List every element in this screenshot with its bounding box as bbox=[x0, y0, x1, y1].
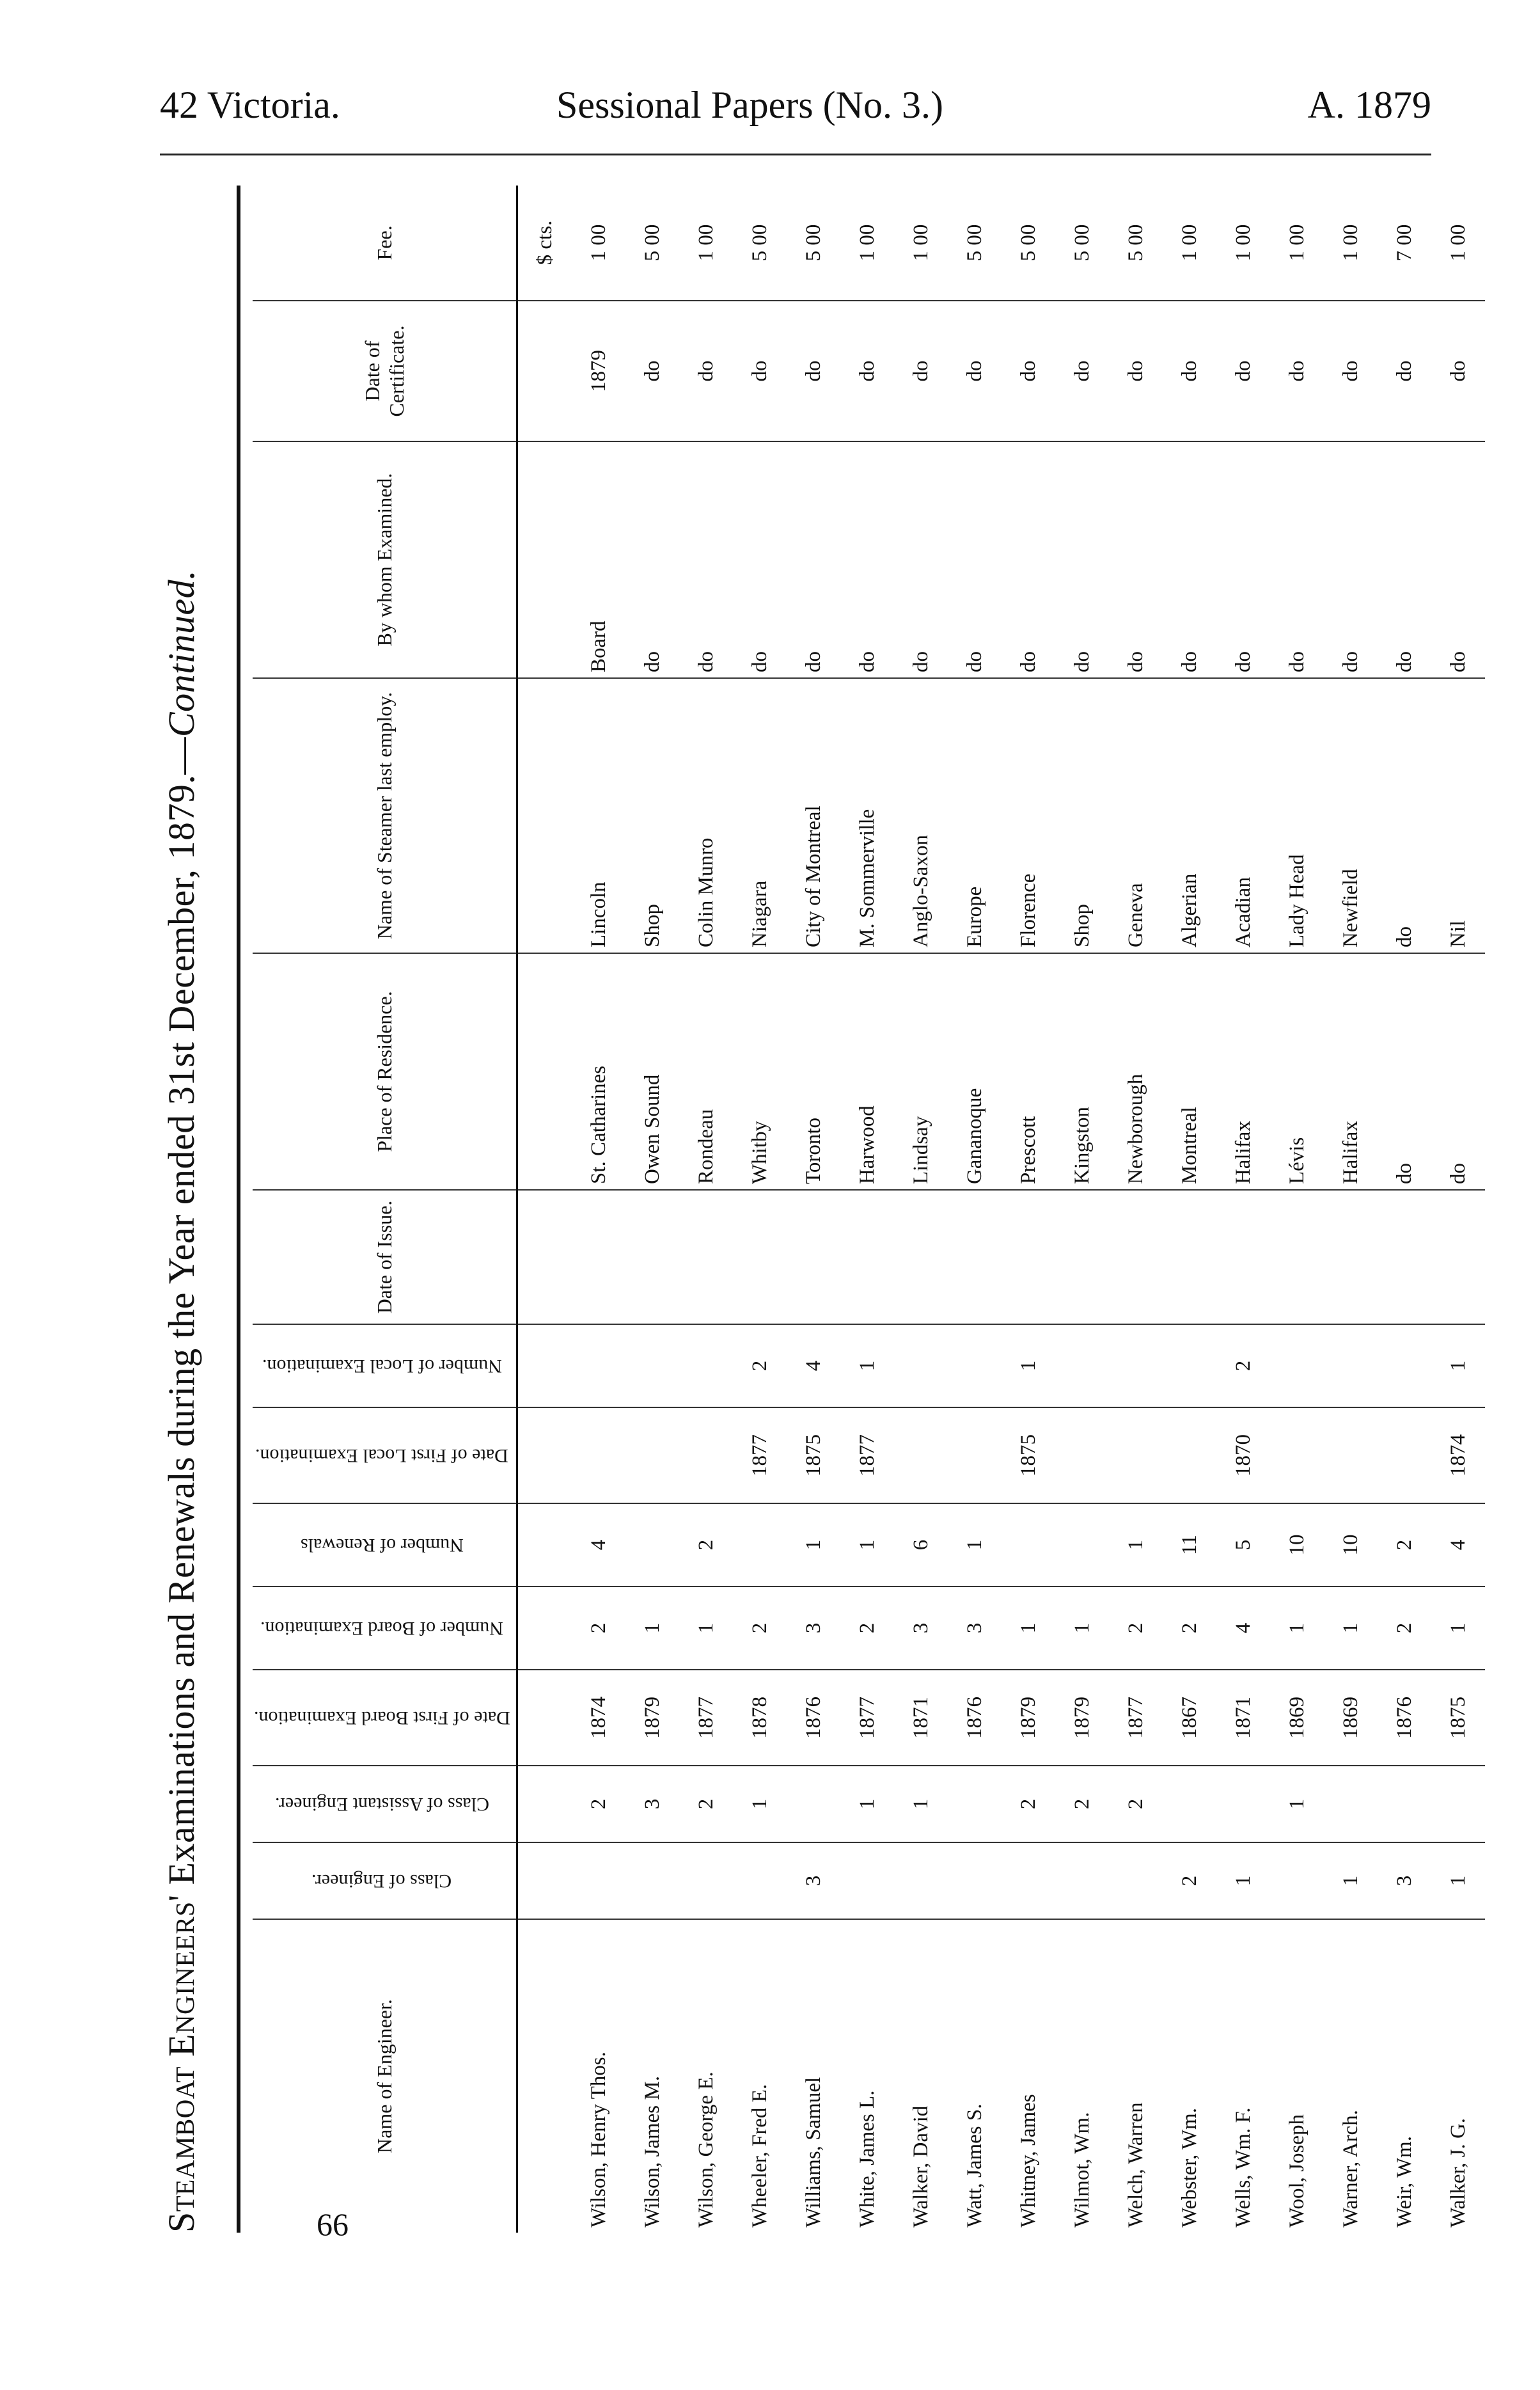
cell-asst-class: 3 bbox=[625, 1766, 679, 1842]
cell-class bbox=[894, 1842, 948, 1919]
cell-residence: Montreal bbox=[1163, 953, 1216, 1190]
cell-name: Whitney, James bbox=[1016, 2094, 1040, 2228]
cell-examiner: do bbox=[840, 441, 894, 678]
col-class-assistant: Class of Assistant Engineer. bbox=[253, 1766, 517, 1842]
cell-board-date: 1879 bbox=[1055, 1670, 1109, 1766]
table-row bbox=[1002, 186, 1055, 2233]
cell-local-number bbox=[948, 1324, 1002, 1407]
cell-class bbox=[1109, 1842, 1163, 1919]
cell-steamer: Lincoln bbox=[572, 678, 625, 953]
cell-issue-date bbox=[948, 1190, 1002, 1324]
cell-residence: Toronto bbox=[787, 953, 840, 1190]
cell-certificate-date: do bbox=[894, 301, 948, 441]
header-papers: Sessional Papers (No. 3.) bbox=[556, 84, 943, 126]
table-row bbox=[1378, 186, 1431, 2233]
cell-asst-class bbox=[787, 1766, 840, 1842]
cell-board-date: 1879 bbox=[1002, 1670, 1055, 1766]
cell-fee: 1 00 bbox=[1270, 186, 1324, 301]
cell-residence: St. Catharines bbox=[572, 953, 625, 1190]
col-number-board: Number of Board Examination. bbox=[253, 1587, 517, 1670]
cell-class: 1 bbox=[1216, 1842, 1270, 1919]
col-fee: Fee. bbox=[253, 186, 517, 301]
cell-class: 3 bbox=[787, 1842, 840, 1919]
cell-local-number bbox=[1109, 1324, 1163, 1407]
cell-name: Williams, Samuel bbox=[801, 2077, 825, 2228]
cell-examiner: do bbox=[894, 441, 948, 678]
cell-examiner: do bbox=[625, 441, 679, 678]
cell-board-number: 1 bbox=[679, 1587, 733, 1670]
cell-local-number: 1 bbox=[840, 1324, 894, 1407]
cell-examiner: do bbox=[1431, 441, 1485, 678]
cell-certificate-date: do bbox=[1163, 301, 1216, 441]
cell-issue-date bbox=[894, 1190, 948, 1324]
cell-asst-class: 2 bbox=[1002, 1766, 1055, 1842]
cell-renewals bbox=[1002, 1503, 1055, 1587]
table-row bbox=[948, 186, 1002, 2233]
cell-residence: do bbox=[1431, 953, 1485, 1190]
cell-renewals: 2 bbox=[679, 1503, 733, 1587]
cell-local-date bbox=[625, 1407, 679, 1503]
cell-examiner: Board bbox=[572, 441, 625, 678]
col-date-first-board: Date of First Board Examination. bbox=[253, 1670, 517, 1766]
cell-residence: Halifax bbox=[1216, 953, 1270, 1190]
cell-examiner: do bbox=[679, 441, 733, 678]
cell-fee: 1 00 bbox=[572, 186, 625, 301]
cell-steamer: Anglo-Saxon bbox=[894, 678, 948, 953]
cell-board-number: 2 bbox=[1109, 1587, 1163, 1670]
col-name-engineer: Name of Engineer. bbox=[253, 1919, 517, 2233]
cell-residence: Rondeau bbox=[679, 953, 733, 1190]
cell-board-date: 1869 bbox=[1270, 1670, 1324, 1766]
cell-renewals: 4 bbox=[1431, 1503, 1485, 1587]
title-rest: Examinations and Renewals during the Year ended 31st December, 1879.— bbox=[161, 737, 202, 1895]
cell-asst-class bbox=[948, 1766, 1002, 1842]
cell-fee: 5 00 bbox=[1002, 186, 1055, 301]
cell-fee: 1 00 bbox=[894, 186, 948, 301]
cell-name: Webster, Wm. bbox=[1177, 2108, 1201, 2228]
cell-fee: 5 00 bbox=[625, 186, 679, 301]
cell-local-date bbox=[1055, 1407, 1109, 1503]
cell-issue-date bbox=[1378, 1190, 1431, 1324]
col-date-certificate: Date of Certificate. bbox=[253, 301, 517, 441]
cell-steamer: M. Sommerville bbox=[840, 678, 894, 953]
cell-name: Wells, Wm. F. bbox=[1231, 2107, 1255, 2228]
cell-issue-date bbox=[1431, 1190, 1485, 1324]
cell-renewals: 1 bbox=[948, 1503, 1002, 1587]
cell-name: Walker, J. G. bbox=[1446, 2117, 1470, 2228]
cell-class bbox=[1002, 1842, 1055, 1919]
cell-renewals: 4 bbox=[572, 1503, 625, 1587]
col-date-first-local: Date of First Local Examination. bbox=[253, 1407, 517, 1503]
cell-asst-class bbox=[1163, 1766, 1216, 1842]
rotated-table-page bbox=[160, 186, 1470, 2233]
cell-fee: 7 00 bbox=[1378, 186, 1431, 301]
cell-local-date: 1877 bbox=[733, 1407, 787, 1503]
col-class-engineer: Class of Engineer. bbox=[253, 1842, 517, 1919]
cell-board-date: 1878 bbox=[733, 1670, 787, 1766]
cell-board-date: 1879 bbox=[625, 1670, 679, 1766]
cell-asst-class: 2 bbox=[1055, 1766, 1109, 1842]
cell-board-number: 2 bbox=[1378, 1587, 1431, 1670]
cell-steamer: Algerian bbox=[1163, 678, 1216, 953]
cell-name: Weir, Wm. bbox=[1392, 2136, 1416, 2228]
cell-local-date: 1875 bbox=[1002, 1407, 1055, 1503]
cell-issue-date bbox=[679, 1190, 733, 1324]
cell-steamer: Geneva bbox=[1109, 678, 1163, 953]
cell-residence: Lévis bbox=[1270, 953, 1324, 1190]
cell-examiner: do bbox=[1109, 441, 1163, 678]
cell-asst-class bbox=[1431, 1766, 1485, 1842]
cell-board-number: 3 bbox=[894, 1587, 948, 1670]
running-header bbox=[160, 83, 1431, 134]
title-lead: Steamboat Engineers' bbox=[161, 1894, 202, 2233]
table-row bbox=[1055, 186, 1109, 2233]
cell-steamer: Florence bbox=[1002, 678, 1055, 953]
cell-steamer: do bbox=[1378, 678, 1431, 953]
cell-board-date: 1877 bbox=[840, 1670, 894, 1766]
cell-local-date bbox=[948, 1407, 1002, 1503]
table-row bbox=[679, 186, 733, 2233]
table-row bbox=[1109, 186, 1163, 2233]
cell-examiner: do bbox=[1055, 441, 1109, 678]
cell-renewals: 6 bbox=[894, 1503, 948, 1587]
cell-examiner: do bbox=[1378, 441, 1431, 678]
cell-name: Walker, David bbox=[909, 2105, 932, 2228]
cell-fee: 1 00 bbox=[1431, 186, 1485, 301]
cell-residence: Whitby bbox=[733, 953, 787, 1190]
cell-local-date bbox=[679, 1407, 733, 1503]
cell-local-number: 1 bbox=[1002, 1324, 1055, 1407]
cell-local-date bbox=[1163, 1407, 1216, 1503]
cell-class bbox=[1270, 1842, 1324, 1919]
cell-board-number: 2 bbox=[733, 1587, 787, 1670]
cell-residence: Owen Sound bbox=[625, 953, 679, 1190]
cell-name: Wilmot, Wm. bbox=[1070, 2112, 1094, 2228]
cell-issue-date bbox=[733, 1190, 787, 1324]
cell-class bbox=[840, 1842, 894, 1919]
cell-residence: do bbox=[1378, 953, 1431, 1190]
cell-issue-date bbox=[1055, 1190, 1109, 1324]
cell-examiner: do bbox=[1270, 441, 1324, 678]
cell-board-number: 1 bbox=[625, 1587, 679, 1670]
cell-board-date: 1871 bbox=[1216, 1670, 1270, 1766]
cell-local-number: 2 bbox=[733, 1324, 787, 1407]
cell-board-date: 1869 bbox=[1324, 1670, 1378, 1766]
cell-steamer: Colin Munro bbox=[679, 678, 733, 953]
cell-class bbox=[948, 1842, 1002, 1919]
cell-fee: 5 00 bbox=[787, 186, 840, 301]
cell-renewals: 1 bbox=[787, 1503, 840, 1587]
cell-steamer: Niagara bbox=[733, 678, 787, 953]
cell-local-number bbox=[894, 1324, 948, 1407]
cell-examiner: do bbox=[948, 441, 1002, 678]
col-place-residence: Place of Residence. bbox=[253, 953, 517, 1190]
cell-local-number bbox=[572, 1324, 625, 1407]
cell-name: Wool, Joseph bbox=[1285, 2114, 1308, 2228]
cell-local-number bbox=[1270, 1324, 1324, 1407]
cell-issue-date bbox=[1216, 1190, 1270, 1324]
cell-examiner: do bbox=[1324, 441, 1378, 678]
cell-class: 2 bbox=[1163, 1842, 1216, 1919]
cell-local-date bbox=[1109, 1407, 1163, 1503]
cell-issue-date bbox=[1163, 1190, 1216, 1324]
cell-local-date: 1874 bbox=[1431, 1407, 1485, 1503]
cell-board-number: 3 bbox=[948, 1587, 1002, 1670]
cell-local-date bbox=[1378, 1407, 1431, 1503]
cell-steamer: Lady Head bbox=[1270, 678, 1324, 953]
cell-board-date: 1874 bbox=[572, 1670, 625, 1766]
cell-residence: Harwood bbox=[840, 953, 894, 1190]
cell-board-date: 1876 bbox=[787, 1670, 840, 1766]
cell-issue-date bbox=[840, 1190, 894, 1324]
cell-asst-class: 1 bbox=[840, 1766, 894, 1842]
cell-issue-date bbox=[572, 1190, 625, 1324]
col-number-renewals: Number of Renewals bbox=[253, 1503, 517, 1587]
cell-residence: Gananoque bbox=[948, 953, 1002, 1190]
cell-fee: 1 00 bbox=[1216, 186, 1270, 301]
cell-certificate-date: do bbox=[1324, 301, 1378, 441]
cell-asst-class: 2 bbox=[679, 1766, 733, 1842]
cell-asst-class: 2 bbox=[1109, 1766, 1163, 1842]
cell-certificate-date: do bbox=[1216, 301, 1270, 441]
cell-local-number bbox=[1163, 1324, 1216, 1407]
header-year: A. 1879 bbox=[1307, 84, 1431, 126]
cell-board-date: 1871 bbox=[894, 1670, 948, 1766]
cell-class: 1 bbox=[1431, 1842, 1485, 1919]
cell-local-date bbox=[1324, 1407, 1378, 1503]
cell-certificate-date: do bbox=[1055, 301, 1109, 441]
cell-certificate-date: 1879 bbox=[572, 301, 625, 441]
cell-renewals: 11 bbox=[1163, 1503, 1216, 1587]
cell-name: Wheeler, Fred E. bbox=[748, 2084, 771, 2228]
cell-renewals: 10 bbox=[1270, 1503, 1324, 1587]
cell-issue-date bbox=[1324, 1190, 1378, 1324]
cell-asst-class bbox=[1378, 1766, 1431, 1842]
cell-board-date: 1875 bbox=[1431, 1670, 1485, 1766]
cell-local-number: 1 bbox=[1431, 1324, 1485, 1407]
cell-renewals: 2 bbox=[1378, 1503, 1431, 1587]
cell-local-date bbox=[1270, 1407, 1324, 1503]
table-row bbox=[625, 186, 679, 2233]
cell-class: 1 bbox=[1324, 1842, 1378, 1919]
cell-fee: 5 00 bbox=[733, 186, 787, 301]
cell-renewals: 1 bbox=[840, 1503, 894, 1587]
cell-class bbox=[1055, 1842, 1109, 1919]
cell-board-number: 1 bbox=[1270, 1587, 1324, 1670]
cell-board-number: 1 bbox=[1002, 1587, 1055, 1670]
cell-board-number: 2 bbox=[1163, 1587, 1216, 1670]
cell-residence: Newborough bbox=[1109, 953, 1163, 1190]
cell-renewals bbox=[1055, 1503, 1109, 1587]
cell-certificate-date: do bbox=[1109, 301, 1163, 441]
cell-asst-class: 1 bbox=[733, 1766, 787, 1842]
cell-board-date: 1877 bbox=[1109, 1670, 1163, 1766]
cell-class bbox=[733, 1842, 787, 1919]
cell-class: 3 bbox=[1378, 1842, 1431, 1919]
cell-steamer: Newfield bbox=[1324, 678, 1378, 953]
table-row bbox=[1163, 186, 1216, 2233]
table-row bbox=[894, 186, 948, 2233]
cell-certificate-date: do bbox=[948, 301, 1002, 441]
table-row bbox=[1431, 186, 1485, 2233]
cell-board-number: 4 bbox=[1216, 1587, 1270, 1670]
cell-examiner: do bbox=[1002, 441, 1055, 678]
cell-certificate-date: do bbox=[1002, 301, 1055, 441]
table-row bbox=[733, 186, 787, 2233]
cell-certificate-date: do bbox=[787, 301, 840, 441]
table-row bbox=[840, 186, 894, 2233]
cell-local-date: 1877 bbox=[840, 1407, 894, 1503]
cell-board-date: 1867 bbox=[1163, 1670, 1216, 1766]
title-continued: Continued. bbox=[161, 569, 202, 738]
cell-residence: Prescott bbox=[1002, 953, 1055, 1190]
cell-name: White, James L. bbox=[855, 2090, 879, 2228]
cell-name: Watt, James S. bbox=[962, 2103, 986, 2228]
cell-steamer: Shop bbox=[1055, 678, 1109, 953]
cell-fee: 1 00 bbox=[1163, 186, 1216, 301]
cell-class bbox=[572, 1842, 625, 1919]
cell-renewals bbox=[733, 1503, 787, 1587]
page-number: 66 bbox=[317, 2206, 349, 2242]
cell-certificate-date: do bbox=[625, 301, 679, 441]
cell-steamer: Acadian bbox=[1216, 678, 1270, 953]
cell-board-date: 1876 bbox=[948, 1670, 1002, 1766]
table-row bbox=[1216, 186, 1270, 2233]
table-row bbox=[787, 186, 840, 2233]
cell-residence: Lindsay bbox=[894, 953, 948, 1190]
cell-local-date: 1870 bbox=[1216, 1407, 1270, 1503]
cell-board-number: 1 bbox=[1324, 1587, 1378, 1670]
cell-renewals: 5 bbox=[1216, 1503, 1270, 1587]
cell-steamer: Europe bbox=[948, 678, 1002, 953]
cell-certificate-date: do bbox=[840, 301, 894, 441]
cell-steamer: Nil bbox=[1431, 678, 1485, 953]
cell-residence: Kingston bbox=[1055, 953, 1109, 1190]
cell-board-date: 1876 bbox=[1378, 1670, 1431, 1766]
cell-local-number: 2 bbox=[1216, 1324, 1270, 1407]
cell-local-number bbox=[1324, 1324, 1378, 1407]
cell-renewals bbox=[625, 1503, 679, 1587]
cell-class bbox=[625, 1842, 679, 1919]
cell-steamer: City of Montreal bbox=[787, 678, 840, 953]
cell-renewals: 10 bbox=[1324, 1503, 1378, 1587]
table-row bbox=[1324, 186, 1378, 2233]
table-title bbox=[160, 570, 217, 2233]
cell-renewals: 1 bbox=[1109, 1503, 1163, 1587]
title-rule bbox=[237, 186, 240, 2233]
cell-local-number bbox=[679, 1324, 733, 1407]
cell-asst-class: 2 bbox=[572, 1766, 625, 1842]
cell-local-number bbox=[1055, 1324, 1109, 1407]
cell-board-number: 1 bbox=[1055, 1587, 1109, 1670]
cell-fee: 1 00 bbox=[679, 186, 733, 301]
cell-examiner: do bbox=[1216, 441, 1270, 678]
cell-issue-date bbox=[1002, 1190, 1055, 1324]
cell-board-number: 2 bbox=[840, 1587, 894, 1670]
engineers-table bbox=[253, 186, 1485, 2233]
fee-unit: $ cts. bbox=[517, 186, 572, 301]
cell-certificate-date: do bbox=[1378, 301, 1431, 441]
cell-certificate-date: do bbox=[1431, 301, 1485, 441]
header-row bbox=[253, 186, 517, 2233]
cell-name: Warner, Arch. bbox=[1339, 2110, 1362, 2228]
cell-local-date bbox=[572, 1407, 625, 1503]
cell-fee: 5 00 bbox=[948, 186, 1002, 301]
units-row bbox=[517, 186, 572, 2233]
cell-name: Wilson, Henry Thos. bbox=[586, 2052, 610, 2228]
cell-examiner: do bbox=[1163, 441, 1216, 678]
cell-examiner: do bbox=[787, 441, 840, 678]
cell-issue-date bbox=[1109, 1190, 1163, 1324]
cell-name: Wilson, James M. bbox=[640, 2076, 664, 2228]
table-row bbox=[572, 186, 625, 2233]
table-row bbox=[1270, 186, 1324, 2233]
cell-steamer: Shop bbox=[625, 678, 679, 953]
cell-fee: 5 00 bbox=[1109, 186, 1163, 301]
cell-class bbox=[679, 1842, 733, 1919]
header-volume: 42 Victoria. bbox=[160, 84, 340, 126]
cell-local-number bbox=[625, 1324, 679, 1407]
cell-fee: 1 00 bbox=[1324, 186, 1378, 301]
cell-local-date: 1875 bbox=[787, 1407, 840, 1503]
cell-board-number: 3 bbox=[787, 1587, 840, 1670]
cell-issue-date bbox=[787, 1190, 840, 1324]
col-steamer: Name of Steamer last employ. bbox=[253, 678, 517, 953]
cell-asst-class: 1 bbox=[1270, 1766, 1324, 1842]
cell-asst-class bbox=[1216, 1766, 1270, 1842]
cell-residence: Halifax bbox=[1324, 953, 1378, 1190]
col-number-local: Number of Local Examination. bbox=[253, 1324, 517, 1407]
cell-local-number: 4 bbox=[787, 1324, 840, 1407]
cell-name: Welch, Warren bbox=[1124, 2102, 1147, 2228]
cell-board-number: 1 bbox=[1431, 1587, 1485, 1670]
cell-asst-class bbox=[1324, 1766, 1378, 1842]
cell-asst-class: 1 bbox=[894, 1766, 948, 1842]
cell-examiner: do bbox=[733, 441, 787, 678]
col-date-issue: Date of Issue. bbox=[253, 1190, 517, 1324]
cell-issue-date bbox=[1270, 1190, 1324, 1324]
cell-name: Wilson, George E. bbox=[694, 2071, 718, 2228]
cell-certificate-date: do bbox=[733, 301, 787, 441]
cell-board-date: 1877 bbox=[679, 1670, 733, 1766]
cell-issue-date bbox=[625, 1190, 679, 1324]
cell-board-number: 2 bbox=[572, 1587, 625, 1670]
cell-certificate-date: do bbox=[1270, 301, 1324, 441]
cell-local-number bbox=[1378, 1324, 1431, 1407]
cell-local-date bbox=[894, 1407, 948, 1503]
cell-fee: 1 00 bbox=[840, 186, 894, 301]
col-examiner: By whom Examined. bbox=[253, 441, 517, 678]
header-rule bbox=[160, 154, 1431, 155]
cell-certificate-date: do bbox=[679, 301, 733, 441]
cell-fee: 5 00 bbox=[1055, 186, 1109, 301]
